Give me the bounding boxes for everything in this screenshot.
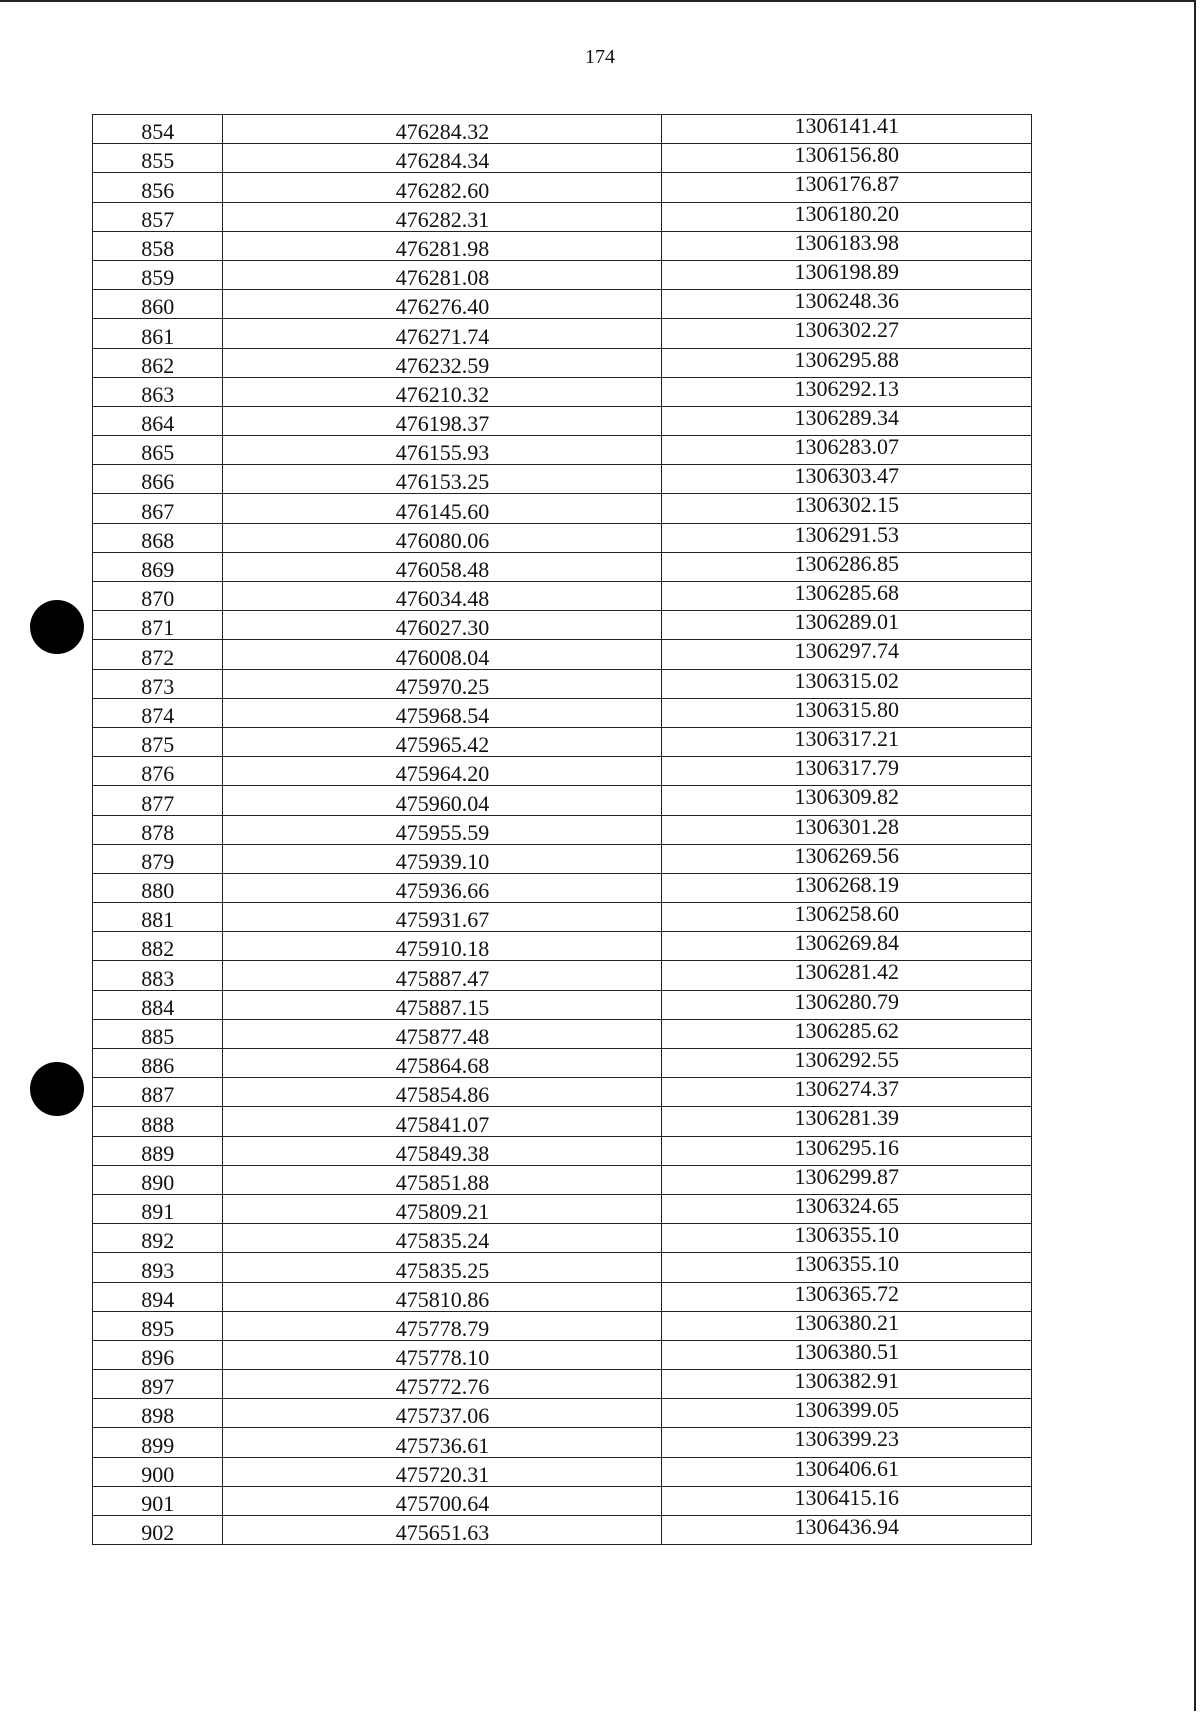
x-coordinate-cell: 476282.60: [223, 173, 662, 202]
table-row: [93, 1078, 1032, 1107]
point-id-cell: 878: [93, 815, 223, 844]
table-row: [93, 640, 1032, 669]
y-coordinate-cell: 1306286.85: [662, 552, 1032, 581]
point-id-cell: 860: [93, 290, 223, 319]
table-row: [93, 1486, 1032, 1515]
table-row: [93, 1399, 1032, 1428]
x-coordinate-cell: 475970.25: [223, 669, 662, 698]
x-coordinate-cell: 476008.04: [223, 640, 662, 669]
x-coordinate-cell: 476145.60: [223, 494, 662, 523]
table-row: [93, 494, 1032, 523]
x-coordinate-cell: 475851.88: [223, 1165, 662, 1194]
y-coordinate-cell: 1306269.56: [662, 844, 1032, 873]
y-coordinate-cell: 1306301.28: [662, 815, 1032, 844]
point-id-cell: 887: [93, 1078, 223, 1107]
table-row: [93, 757, 1032, 786]
table-row: [93, 436, 1032, 465]
y-coordinate-cell: 1306315.80: [662, 698, 1032, 727]
table-row: [93, 1136, 1032, 1165]
x-coordinate-cell: 476281.98: [223, 231, 662, 260]
table-row: [93, 611, 1032, 640]
x-coordinate-cell: 475864.68: [223, 1049, 662, 1078]
y-coordinate-cell: 1306315.02: [662, 669, 1032, 698]
x-coordinate-cell: 475720.31: [223, 1457, 662, 1486]
table-row: [93, 202, 1032, 231]
y-coordinate-cell: 1306274.37: [662, 1078, 1032, 1107]
x-coordinate-cell: 475854.86: [223, 1078, 662, 1107]
point-id-cell: 902: [93, 1516, 223, 1545]
y-coordinate-cell: 1306281.39: [662, 1107, 1032, 1136]
y-coordinate-cell: 1306302.27: [662, 319, 1032, 348]
point-id-cell: 900: [93, 1457, 223, 1486]
point-id-cell: 866: [93, 465, 223, 494]
table-row: [93, 348, 1032, 377]
y-coordinate-cell: 1306141.41: [662, 115, 1032, 144]
point-id-cell: 891: [93, 1194, 223, 1223]
table-row: [93, 961, 1032, 990]
y-coordinate-cell: 1306289.34: [662, 406, 1032, 435]
table-row: [93, 1428, 1032, 1457]
x-coordinate-cell: 475887.47: [223, 961, 662, 990]
point-id-cell: 862: [93, 348, 223, 377]
point-id-cell: 884: [93, 990, 223, 1019]
x-coordinate-cell: 475778.79: [223, 1311, 662, 1340]
table-row: [93, 727, 1032, 756]
y-coordinate-cell: 1306289.01: [662, 611, 1032, 640]
table-row: [93, 1457, 1032, 1486]
y-coordinate-cell: 1306183.98: [662, 231, 1032, 260]
x-coordinate-cell: 476210.32: [223, 377, 662, 406]
point-id-cell: 854: [93, 115, 223, 144]
table-row: [93, 903, 1032, 932]
x-coordinate-cell: 475955.59: [223, 815, 662, 844]
point-id-cell: 899: [93, 1428, 223, 1457]
x-coordinate-cell: 475736.61: [223, 1428, 662, 1457]
table-row: [93, 873, 1032, 902]
table-row: [93, 231, 1032, 260]
y-coordinate-cell: 1306380.51: [662, 1340, 1032, 1369]
table-row: [93, 377, 1032, 406]
table-row: [93, 698, 1032, 727]
y-coordinate-cell: 1306285.68: [662, 582, 1032, 611]
table-row: [93, 1282, 1032, 1311]
x-coordinate-cell: 476027.30: [223, 611, 662, 640]
x-coordinate-cell: 475809.21: [223, 1194, 662, 1223]
x-coordinate-cell: 475651.63: [223, 1516, 662, 1545]
y-coordinate-cell: 1306280.79: [662, 990, 1032, 1019]
y-coordinate-cell: 1306382.91: [662, 1370, 1032, 1399]
point-id-cell: 894: [93, 1282, 223, 1311]
y-coordinate-cell: 1306436.94: [662, 1516, 1032, 1545]
y-coordinate-cell: 1306281.42: [662, 961, 1032, 990]
point-id-cell: 870: [93, 582, 223, 611]
point-id-cell: 863: [93, 377, 223, 406]
y-coordinate-cell: 1306399.05: [662, 1399, 1032, 1428]
point-id-cell: 881: [93, 903, 223, 932]
table-row: [93, 465, 1032, 494]
x-coordinate-cell: 475931.67: [223, 903, 662, 932]
x-coordinate-cell: 475778.10: [223, 1340, 662, 1369]
point-id-cell: 895: [93, 1311, 223, 1340]
y-coordinate-cell: 1306248.36: [662, 290, 1032, 319]
x-coordinate-cell: 475887.15: [223, 990, 662, 1019]
y-coordinate-cell: 1306317.79: [662, 757, 1032, 786]
x-coordinate-cell: 475877.48: [223, 1019, 662, 1048]
table-row: [93, 115, 1032, 144]
point-id-cell: 893: [93, 1253, 223, 1282]
point-id-cell: 874: [93, 698, 223, 727]
point-id-cell: 859: [93, 260, 223, 289]
point-id-cell: 897: [93, 1370, 223, 1399]
point-id-cell: 889: [93, 1136, 223, 1165]
coordinates-table: [92, 114, 1032, 1545]
x-coordinate-cell: 475849.38: [223, 1136, 662, 1165]
y-coordinate-cell: 1306317.21: [662, 727, 1032, 756]
y-coordinate-cell: 1306355.10: [662, 1224, 1032, 1253]
x-coordinate-cell: 475841.07: [223, 1107, 662, 1136]
y-coordinate-cell: 1306324.65: [662, 1194, 1032, 1223]
table-row: [93, 523, 1032, 552]
point-id-cell: 896: [93, 1340, 223, 1369]
y-coordinate-cell: 1306258.60: [662, 903, 1032, 932]
table-row: [93, 1516, 1032, 1545]
point-id-cell: 868: [93, 523, 223, 552]
y-coordinate-cell: 1306297.74: [662, 640, 1032, 669]
x-coordinate-cell: 476284.32: [223, 115, 662, 144]
point-id-cell: 879: [93, 844, 223, 873]
y-coordinate-cell: 1306285.62: [662, 1019, 1032, 1048]
x-coordinate-cell: 475835.24: [223, 1224, 662, 1253]
y-coordinate-cell: 1306295.16: [662, 1136, 1032, 1165]
table-row: [93, 406, 1032, 435]
point-id-cell: 855: [93, 144, 223, 173]
y-coordinate-cell: 1306299.87: [662, 1165, 1032, 1194]
punch-hole: [30, 1062, 84, 1116]
point-id-cell: 888: [93, 1107, 223, 1136]
x-coordinate-cell: 476080.06: [223, 523, 662, 552]
table-row: [93, 1311, 1032, 1340]
page-number: 174: [585, 46, 615, 68]
y-coordinate-cell: 1306291.53: [662, 523, 1032, 552]
point-id-cell: 869: [93, 552, 223, 581]
table-row: [93, 1253, 1032, 1282]
y-coordinate-cell: 1306399.23: [662, 1428, 1032, 1457]
x-coordinate-cell: 476034.48: [223, 582, 662, 611]
table-row: [93, 844, 1032, 873]
y-coordinate-cell: 1306295.88: [662, 348, 1032, 377]
x-coordinate-cell: 475964.20: [223, 757, 662, 786]
table-row: [93, 319, 1032, 348]
x-coordinate-cell: 475965.42: [223, 727, 662, 756]
table-row: [93, 290, 1032, 319]
x-coordinate-cell: 476232.59: [223, 348, 662, 377]
y-coordinate-cell: 1306292.55: [662, 1049, 1032, 1078]
table-row: [93, 260, 1032, 289]
x-coordinate-cell: 475939.10: [223, 844, 662, 873]
x-coordinate-cell: 475968.54: [223, 698, 662, 727]
x-coordinate-cell: 476276.40: [223, 290, 662, 319]
y-coordinate-cell: 1306268.19: [662, 873, 1032, 902]
point-id-cell: 882: [93, 932, 223, 961]
table-row: [93, 990, 1032, 1019]
x-coordinate-cell: 476198.37: [223, 406, 662, 435]
y-coordinate-cell: 1306415.16: [662, 1486, 1032, 1515]
table-row: [93, 582, 1032, 611]
point-id-cell: 864: [93, 406, 223, 435]
point-id-cell: 885: [93, 1019, 223, 1048]
y-coordinate-cell: 1306302.15: [662, 494, 1032, 523]
y-coordinate-cell: 1306180.20: [662, 202, 1032, 231]
table-row: [93, 1107, 1032, 1136]
point-id-cell: 858: [93, 231, 223, 260]
x-coordinate-cell: 476284.34: [223, 144, 662, 173]
table-row: [93, 669, 1032, 698]
point-id-cell: 890: [93, 1165, 223, 1194]
x-coordinate-cell: 475936.66: [223, 873, 662, 902]
x-coordinate-cell: 475960.04: [223, 786, 662, 815]
y-coordinate-cell: 1306309.82: [662, 786, 1032, 815]
point-id-cell: 875: [93, 727, 223, 756]
point-id-cell: 872: [93, 640, 223, 669]
y-coordinate-cell: 1306303.47: [662, 465, 1032, 494]
table-row: [93, 815, 1032, 844]
table-row: [93, 1049, 1032, 1078]
x-coordinate-cell: 475835.25: [223, 1253, 662, 1282]
x-coordinate-cell: 475910.18: [223, 932, 662, 961]
coordinates-table-body: [93, 115, 1032, 1545]
punch-hole: [30, 600, 84, 654]
point-id-cell: 886: [93, 1049, 223, 1078]
y-coordinate-cell: 1306380.21: [662, 1311, 1032, 1340]
y-coordinate-cell: 1306406.61: [662, 1457, 1032, 1486]
table-row: [93, 1370, 1032, 1399]
point-id-cell: 892: [93, 1224, 223, 1253]
x-coordinate-cell: 476282.31: [223, 202, 662, 231]
x-coordinate-cell: 475810.86: [223, 1282, 662, 1311]
table-row: [93, 144, 1032, 173]
x-coordinate-cell: 476271.74: [223, 319, 662, 348]
point-id-cell: 861: [93, 319, 223, 348]
y-coordinate-cell: 1306365.72: [662, 1282, 1032, 1311]
table-row: [93, 1165, 1032, 1194]
point-id-cell: 867: [93, 494, 223, 523]
y-coordinate-cell: 1306269.84: [662, 932, 1032, 961]
point-id-cell: 856: [93, 173, 223, 202]
table-row: [93, 786, 1032, 815]
point-id-cell: 871: [93, 611, 223, 640]
y-coordinate-cell: 1306176.87: [662, 173, 1032, 202]
table-row: [93, 1224, 1032, 1253]
table-row: [93, 1340, 1032, 1369]
point-id-cell: 877: [93, 786, 223, 815]
table-row: [93, 1019, 1032, 1048]
x-coordinate-cell: 475700.64: [223, 1486, 662, 1515]
table-row: [93, 932, 1032, 961]
point-id-cell: 898: [93, 1399, 223, 1428]
y-coordinate-cell: 1306156.80: [662, 144, 1032, 173]
y-coordinate-cell: 1306292.13: [662, 377, 1032, 406]
x-coordinate-cell: 476153.25: [223, 465, 662, 494]
point-id-cell: 865: [93, 436, 223, 465]
point-id-cell: 857: [93, 202, 223, 231]
table-row: [93, 552, 1032, 581]
point-id-cell: 873: [93, 669, 223, 698]
x-coordinate-cell: 476058.48: [223, 552, 662, 581]
y-coordinate-cell: 1306283.07: [662, 436, 1032, 465]
x-coordinate-cell: 476155.93: [223, 436, 662, 465]
table-row: [93, 173, 1032, 202]
x-coordinate-cell: 475737.06: [223, 1399, 662, 1428]
point-id-cell: 901: [93, 1486, 223, 1515]
x-coordinate-cell: 476281.08: [223, 260, 662, 289]
point-id-cell: 883: [93, 961, 223, 990]
y-coordinate-cell: 1306355.10: [662, 1253, 1032, 1282]
point-id-cell: 880: [93, 873, 223, 902]
x-coordinate-cell: 475772.76: [223, 1370, 662, 1399]
table-row: [93, 1194, 1032, 1223]
point-id-cell: 876: [93, 757, 223, 786]
y-coordinate-cell: 1306198.89: [662, 260, 1032, 289]
